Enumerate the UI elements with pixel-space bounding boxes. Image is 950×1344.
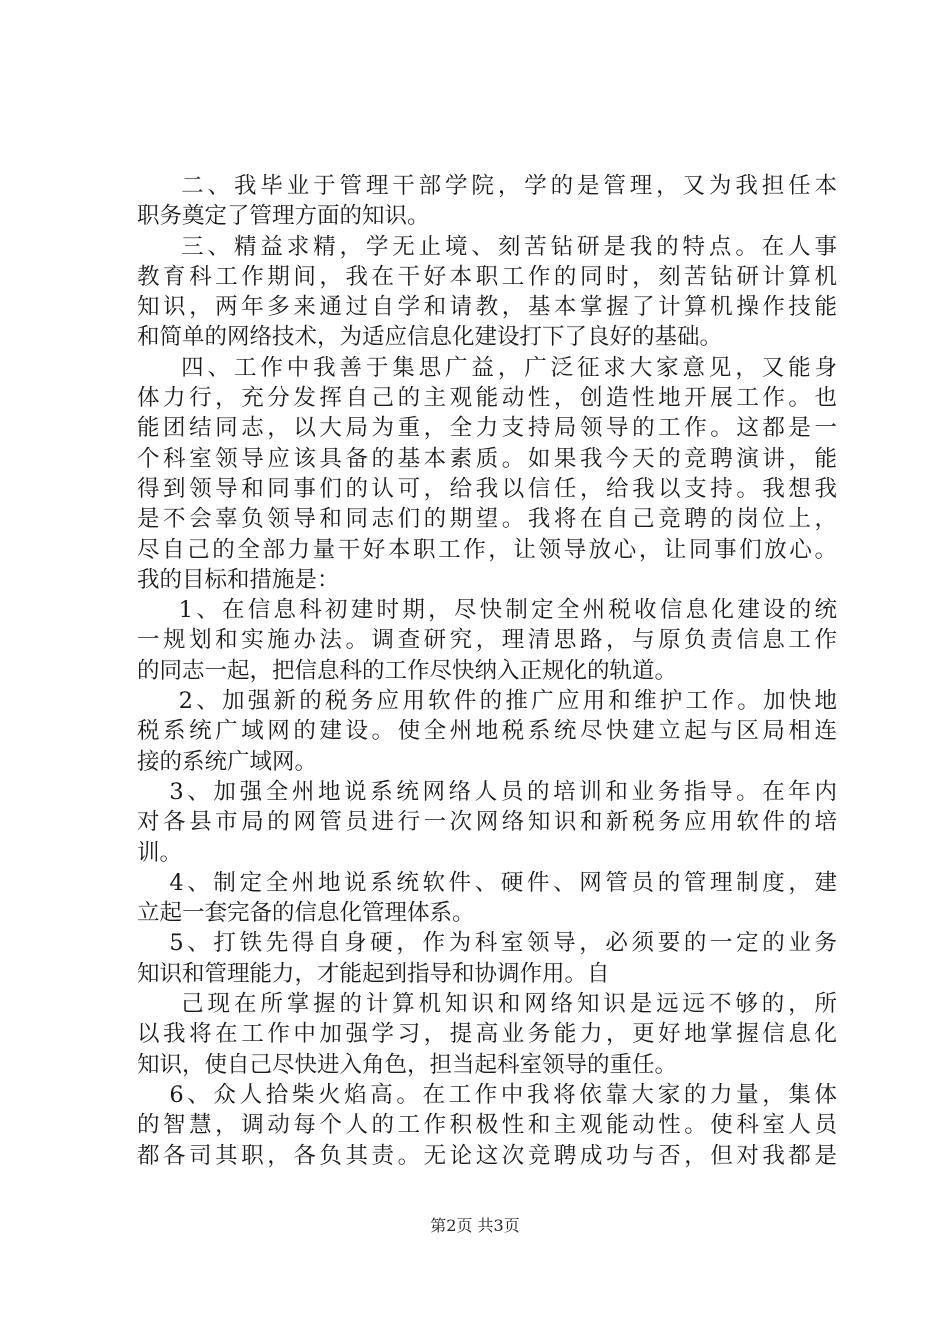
text-line: 立起一套完备的信息化管理体系。: [137, 900, 475, 927]
text-line: 5、打铁先得自身硬，作为科室领导，必须要的一定的业务: [137, 930, 837, 957]
text-line: 能团结同志，以大局为重，全力支持局领导的工作。这都是一: [137, 415, 837, 442]
text-line: 4、制定全州地说系统软件、硬件、网管员的管理制度，建: [137, 869, 837, 896]
text-line: 接的系统广域网。: [137, 748, 318, 775]
text-line: 知识，使自己尽快进入角色，担当起科室领导的重任。: [137, 1051, 678, 1078]
text-line: 知识，两年多来通过自学和请教，基本掌握了计算机操作技能: [137, 294, 837, 321]
text-line: 的同志一起，把信息科的工作尽快纳入正规化的轨道。: [137, 657, 678, 684]
text-line: 得到领导和同事们的认可，给我以信任，给我以支持。我想我: [137, 475, 837, 502]
text-line: 我的目标和措施是：: [137, 566, 340, 593]
text-line: 是不会辜负领导和同志们的期望。我将在自己竞聘的岗位上，: [137, 506, 837, 533]
text-line: 的智慧，调动每个人的工作积极性和主观能动性。使科室人员: [137, 1112, 837, 1139]
text-line: 知识和管理能力，才能起到指导和协调作用。自: [137, 960, 610, 987]
text-line: 2、加强新的税务应用软件的推广应用和维护工作。加快地: [137, 688, 837, 715]
text-line: 训。: [137, 839, 183, 866]
text-line: 对各县市局的网管员进行一次网络知识和新税务应用软件的培: [137, 809, 837, 836]
text-line: 二、我毕业于管理干部学院，学的是管理，又为我担任本: [137, 173, 837, 199]
text-line: 一规划和实施办法。调查研究，理清思路，与原负责信息工作: [137, 627, 837, 654]
text-line: 职务奠定了管理方面的知识。: [137, 203, 430, 230]
text-line: 和简单的网络技术，为适应信息化建设打下了良好的基础。: [137, 324, 723, 351]
text-line: 税系统广域网的建设。使全州地税系统尽快建立起与区局相连: [137, 718, 837, 745]
text-line: 三、精益求精，学无止境、刻苦钻研是我的特点。在人事: [137, 233, 837, 260]
text-line: 己现在所掌握的计算机知识和网络知识是远远不够的，所: [137, 991, 837, 1018]
text-line: 都各司其职，各负其责。无论这次竞聘成功与否，但对我都是: [137, 1142, 837, 1169]
text-line: 3、加强全州地说系统网络人员的培训和业务指导。在年内: [137, 778, 837, 805]
text-line: 个科室领导应该具备的基本素质。如果我今天的竞聘演讲，能: [137, 445, 837, 472]
text-line: 以我将在工作中加强学习，提高业务能力，更好地掌握信息化: [137, 1021, 837, 1048]
text-line: 6、众人拾柴火焰高。在工作中我将依靠大家的力量，集体: [137, 1081, 837, 1108]
text-line: 教育科工作期间，我在干好本职工作的同时，刻苦钻研计算机: [137, 263, 837, 290]
page-footer: 第2页 共3页: [430, 1216, 520, 1235]
text-line: 尽自己的全部力量干好本职工作，让领导放心，让同事们放心。: [137, 536, 837, 563]
text-line: 四、工作中我善于集思广益，广泛征求大家意见，又能身: [137, 354, 837, 381]
text-line: 体力行，充分发挥自己的主观能动性，创造性地开展工作。也: [137, 385, 837, 412]
text-line: 1、在信息科初建时期，尽快制定全州税收信息化建设的统: [137, 597, 837, 624]
document-body: [137, 171, 837, 1171]
